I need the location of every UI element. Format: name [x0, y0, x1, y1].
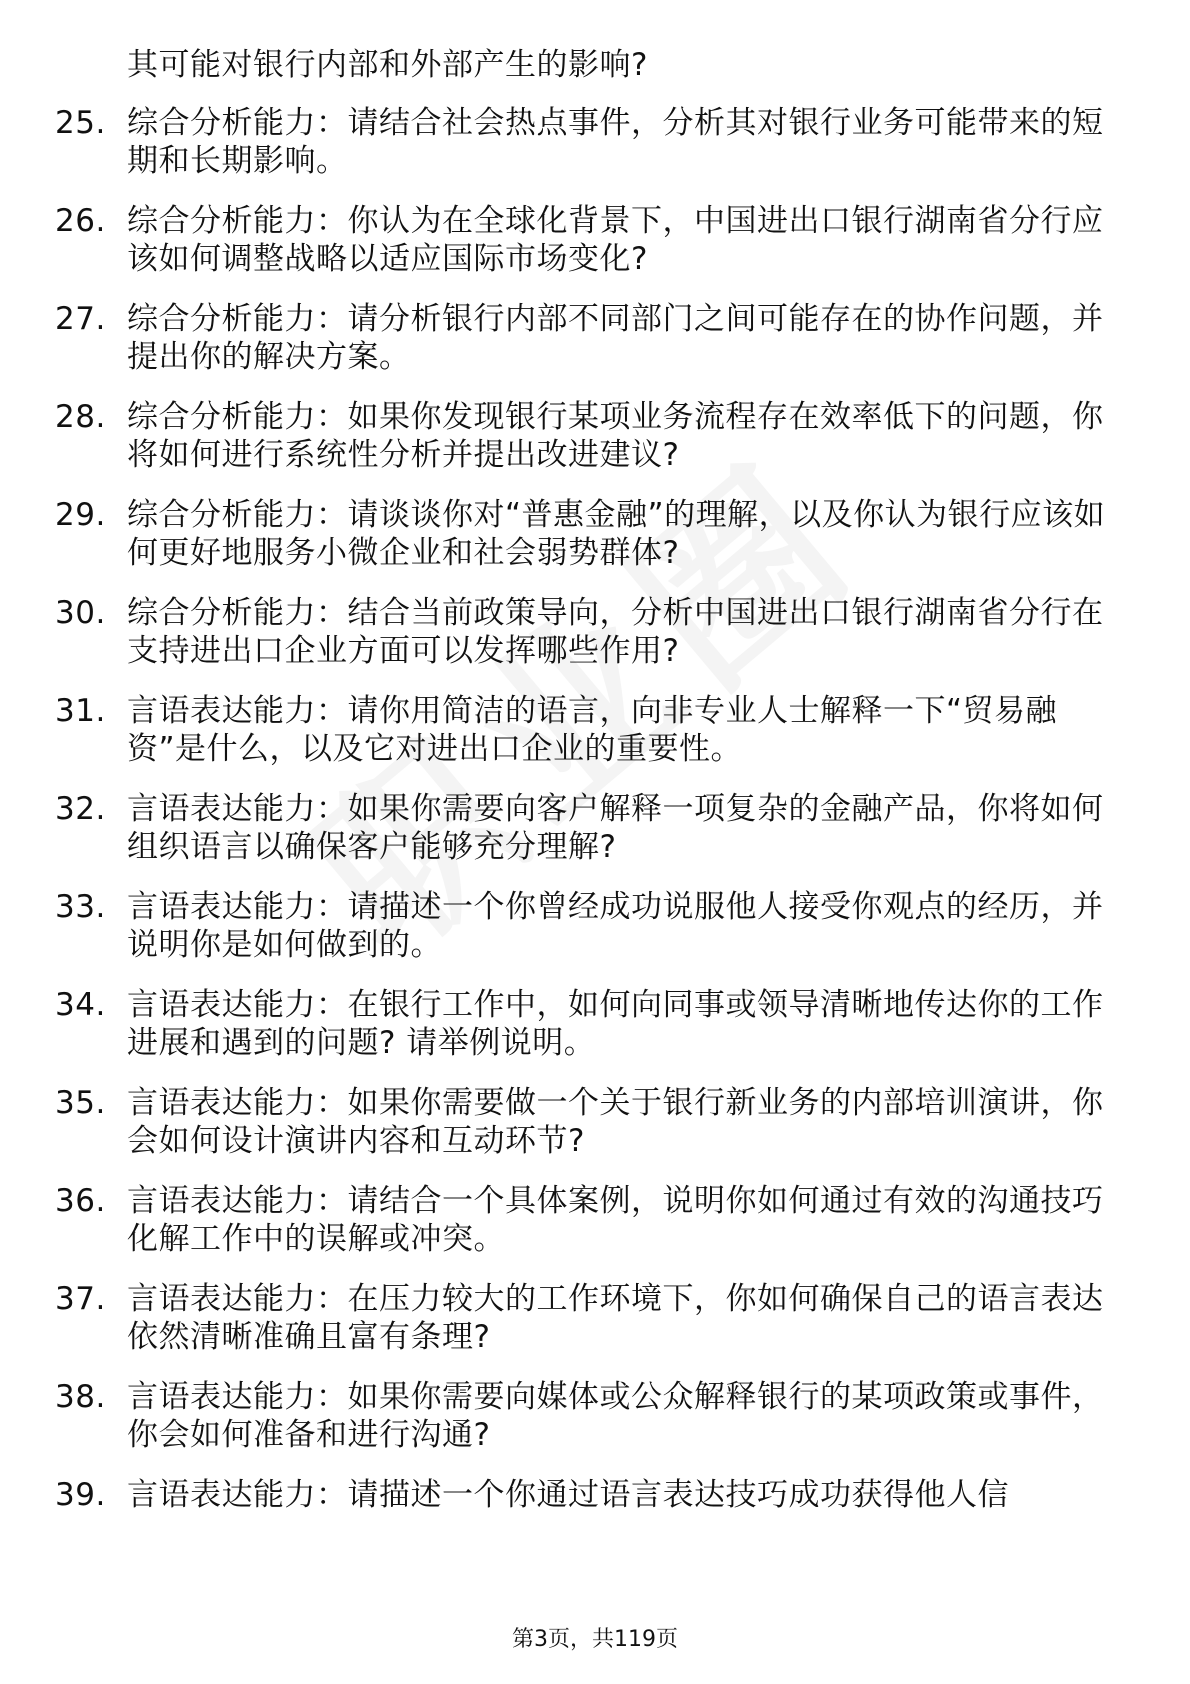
item-number: 30.: [55, 595, 106, 631]
item-text: 言语表达能力：在压力较大的工作环境下，你如何确保自己的语言表达依然清晰准确且富有条理?: [127, 1281, 1104, 1355]
list-item: [55, 300, 1135, 376]
page-footer: 第3页，共119页: [512, 1627, 678, 1652]
item-text: 言语表达能力：请描述一个你曾经成功说服他人接受你观点的经历，并说明你是如何做到的。: [127, 889, 1104, 963]
item-number: 27.: [55, 301, 106, 337]
item-number: 36.: [55, 1183, 106, 1219]
list-item: [55, 1476, 1135, 1514]
item-number: 32.: [55, 791, 106, 827]
item-number: 35.: [55, 1085, 106, 1121]
item-text: 言语表达能力：如果你需要向媒体或公众解释银行的某项政策或事件，你会如何准备和进行沟通?: [127, 1379, 1104, 1453]
list-item: [55, 986, 1135, 1062]
list-item: [55, 1378, 1135, 1454]
item-text: 综合分析能力：请谈谈你对“普惠金融”的理解，以及你认为银行应该如何更好地服务小微企业和社会弱势群体?: [127, 497, 1106, 571]
item-text: 综合分析能力：请结合社会热点事件，分析其对银行业务可能带来的短期和长期影响。: [127, 105, 1104, 179]
item-number: 31.: [55, 693, 106, 729]
item-text: 言语表达能力：如果你需要做一个关于银行新业务的内部培训演讲，你会如何设计演讲内容和互动环节?: [127, 1085, 1104, 1159]
continuation-text: 其可能对银行内部和外部产生的影响?: [127, 47, 648, 83]
question-list: [55, 46, 1135, 1536]
list-item: [55, 496, 1135, 572]
item-text: 言语表达能力：请结合一个具体案例，说明你如何通过有效的沟通技巧化解工作中的误解或冲突。: [127, 1183, 1104, 1257]
item-number: 34.: [55, 987, 106, 1023]
item-number: 26.: [55, 203, 106, 239]
list-item: [55, 692, 1135, 768]
item-text: 综合分析能力：你认为在全球化背景下，中国进出口银行湖南省分行应该如何调整战略以适应国际市场变化?: [127, 203, 1104, 277]
item-number: 29.: [55, 497, 106, 533]
item-text: 综合分析能力：请分析银行内部不同部门之间可能存在的协作问题，并提出你的解决方案。: [127, 301, 1104, 375]
item-number: 28.: [55, 399, 106, 435]
item-text: 综合分析能力：如果你发现银行某项业务流程存在效率低下的问题，你将如何进行系统性分析并提出改进建议?: [127, 399, 1104, 473]
list-item: [55, 202, 1135, 278]
item-number: 25.: [55, 105, 106, 141]
list-item: [55, 1280, 1135, 1356]
item-number: 33.: [55, 889, 106, 925]
list-item: [55, 104, 1135, 180]
item-text: 言语表达能力：在银行工作中，如何向同事或领导清晰地传达你的工作进展和遇到的问题? 请举例说明。: [127, 987, 1104, 1061]
list-item: [55, 888, 1135, 964]
item-text: 言语表达能力：请你用简洁的语言，向非专业人士解释一下“贸易融资”是什么，以及它对进出口企业的重要性。: [127, 693, 1058, 767]
list-item: [55, 1182, 1135, 1258]
item-number: 38.: [55, 1379, 106, 1415]
item-number: 39.: [55, 1477, 106, 1513]
item-text: 言语表达能力：如果你需要向客户解释一项复杂的金融产品，你将如何组织语言以确保客户能够充分理解?: [127, 791, 1104, 865]
list-item: [55, 594, 1135, 670]
list-item: [55, 398, 1135, 474]
list-item: [55, 1084, 1135, 1160]
list-item: [55, 790, 1135, 866]
item-text: 言语表达能力：请描述一个你通过语言表达技巧成功获得他人信: [127, 1477, 1009, 1513]
item-number: 37.: [55, 1281, 106, 1317]
item-text: 综合分析能力：结合当前政策导向，分析中国进出口银行湖南省分行在支持进出口企业方面可以发挥哪些作用?: [127, 595, 1104, 669]
